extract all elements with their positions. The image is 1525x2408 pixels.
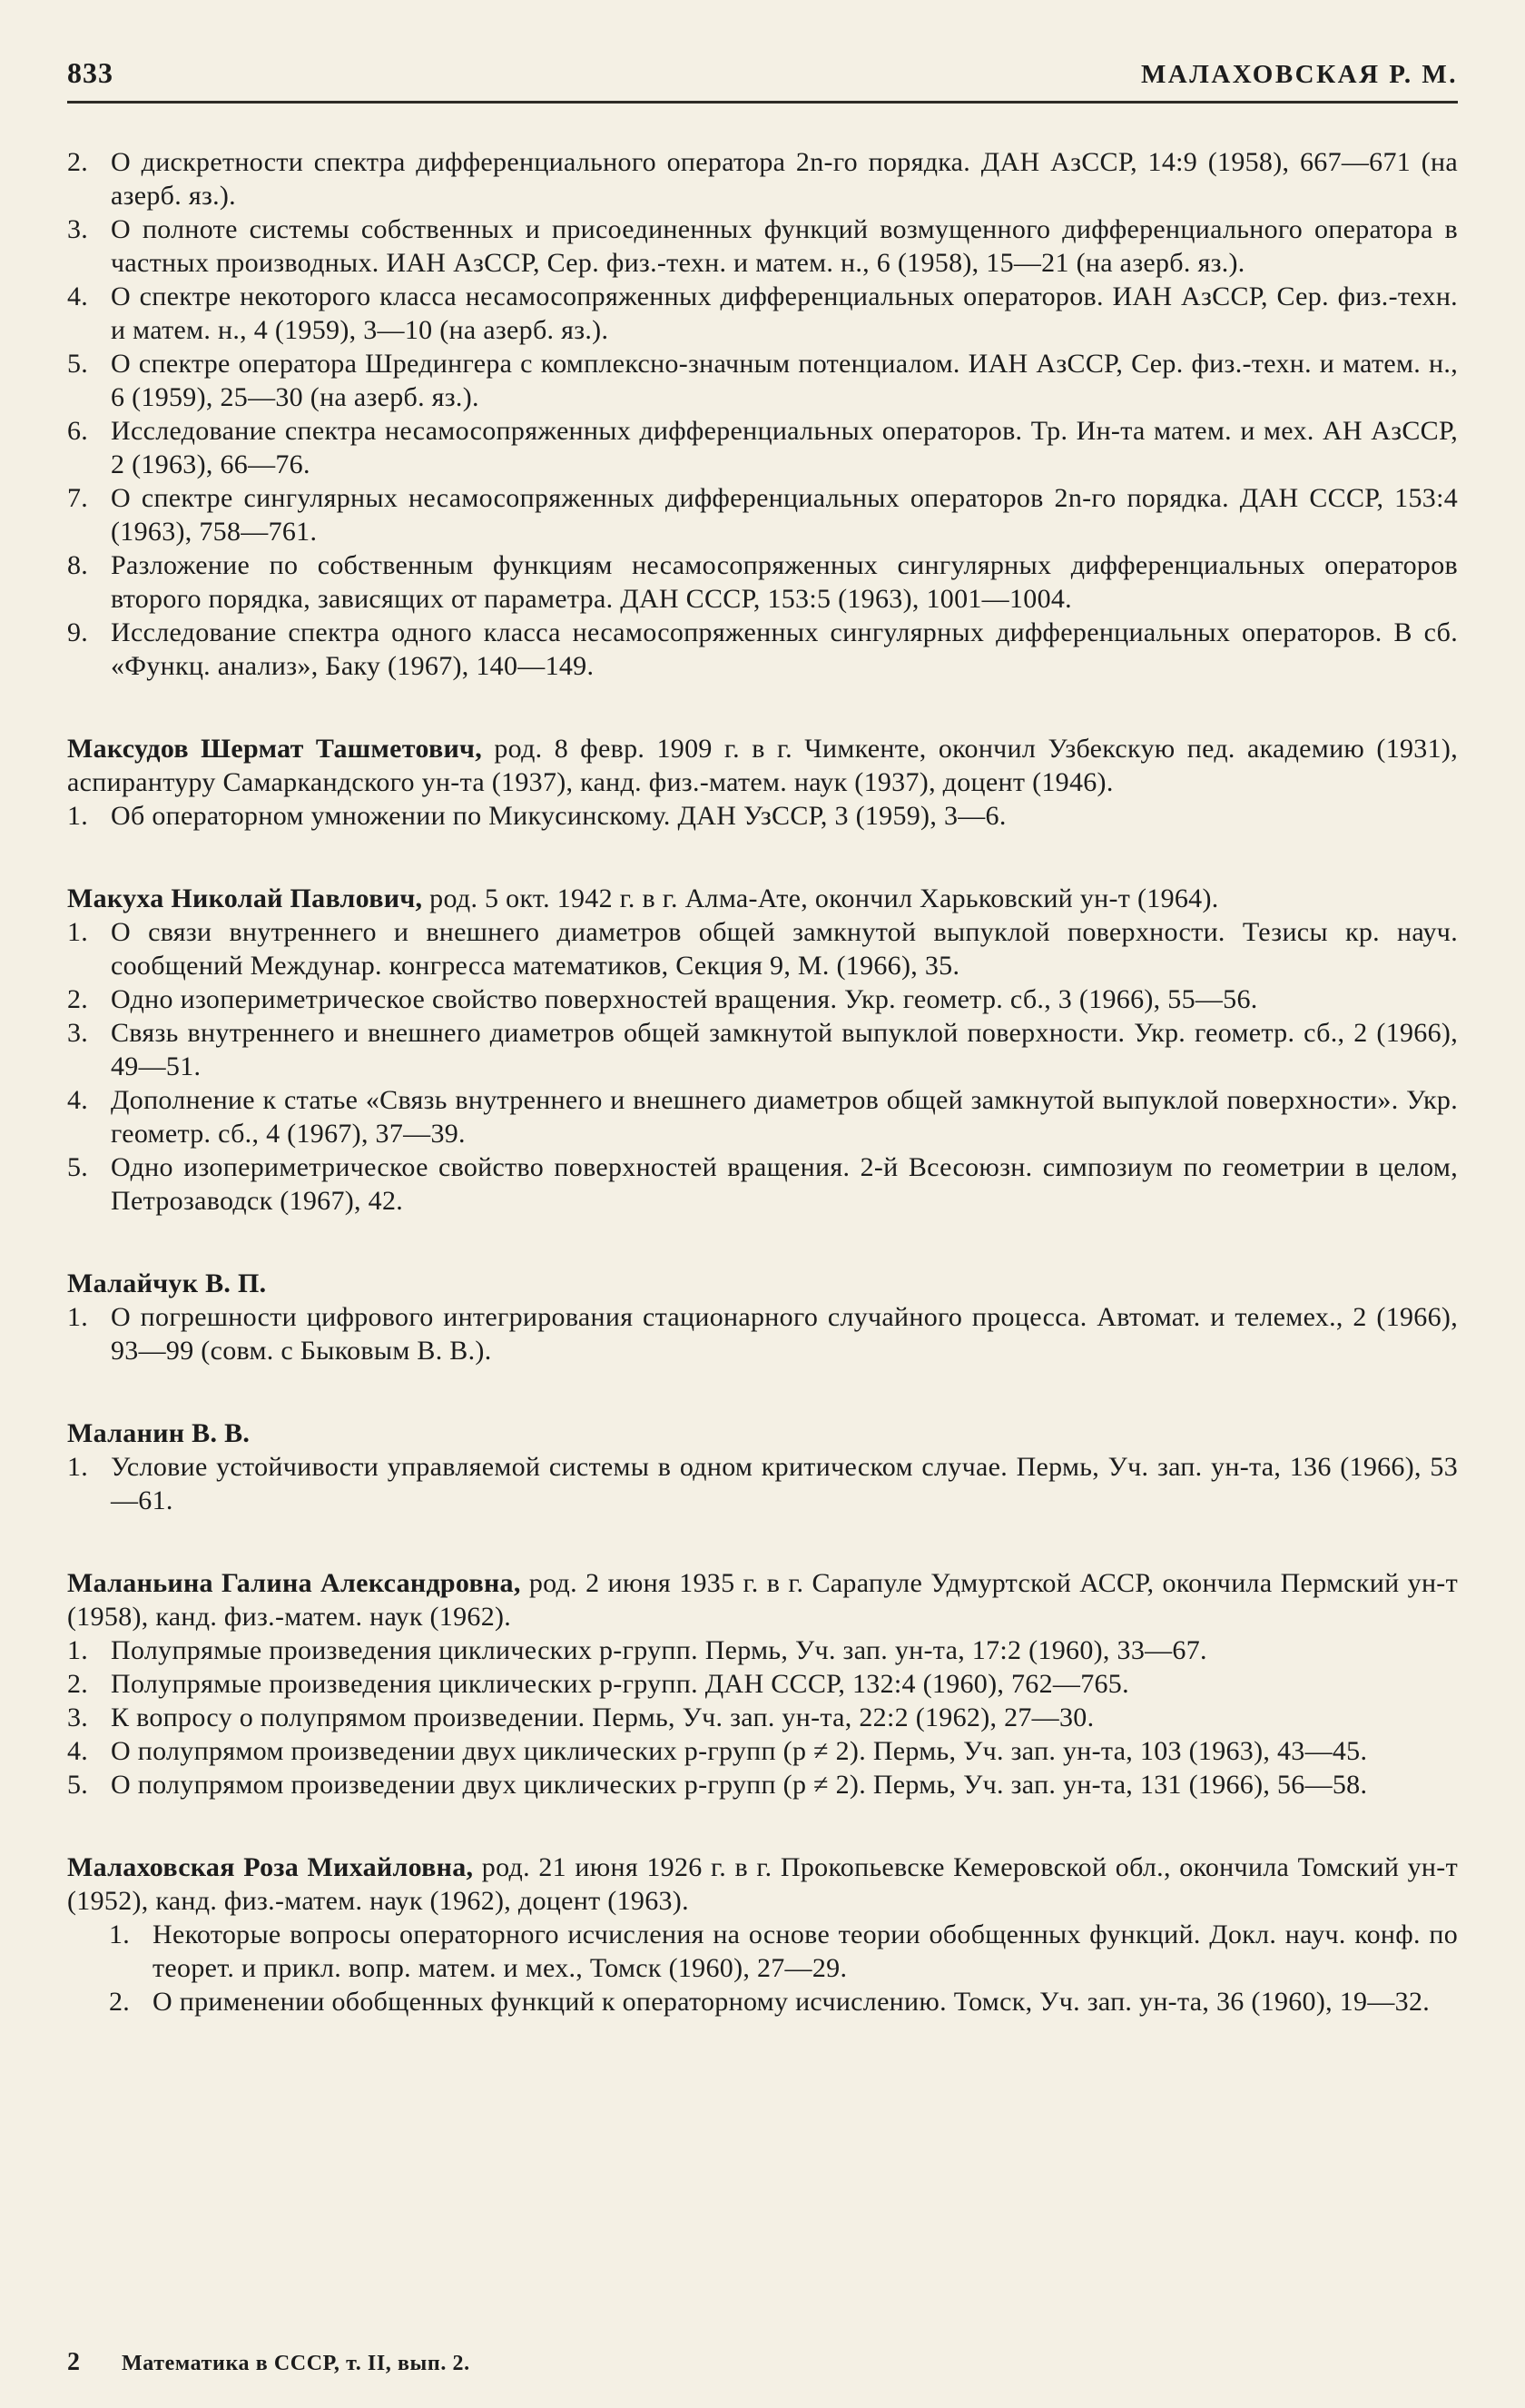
item-text: Одно изопериметрическое свойство поверхностей вращения. Укр. геометр. сб., 3 (1966), 55—56. — [111, 984, 1258, 1014]
bibliography-item — [67, 1701, 1458, 1734]
biography-paragraph — [67, 882, 1458, 915]
biography-text: род. 8 февр. 1909 г. в г. Чимкенте, окончил Узбекскую пед. академию (1931), аспирантуру Самаркандского ун-та (1937), канд. физ.-матем. наук (1937), доцент (1946). — [67, 734, 1458, 797]
item-number: 3. — [67, 214, 89, 244]
item-number: 5. — [67, 1770, 89, 1800]
biography-paragraph — [67, 732, 1458, 799]
item-number: 8. — [67, 550, 89, 580]
bibliography-item — [67, 1633, 1458, 1667]
item-text: Полупрямые произведения циклических p-групп. ДАН СССР, 132:4 (1960), 762—765. — [111, 1669, 1129, 1699]
bibliography-item — [67, 1734, 1458, 1768]
item-number: 1. — [67, 1635, 89, 1665]
item-text: К вопросу о полупрямом произведении. Пермь, Уч. зап. ун-та, 22:2 (1962), 27—30. — [111, 1702, 1095, 1732]
item-number: 1. — [67, 1302, 89, 1332]
bibliography-item — [67, 982, 1458, 1016]
item-number: 4. — [67, 281, 89, 311]
bibliography-item — [67, 548, 1458, 616]
item-number: 6. — [67, 416, 89, 446]
bibliography-item — [67, 915, 1458, 982]
biography-paragraph — [67, 1416, 1458, 1450]
item-text: Об операторном умножении по Микусинскому. ДАН УзССР, 3 (1959), 3—6. — [111, 801, 1007, 831]
biography-text: род. 2 июня 1935 г. в г. Сарапуле Удмуртской АССР, окончила Пермский ун-т (1958), канд. физ.-матем. наук (1962). — [67, 1568, 1459, 1632]
item-text: О связи внутреннего и внешнего диаметров общей замкнутой выпуклой поверхности. Тезисы кр. науч. сообщений Междунар. конгресса математиков, Секция 9, М. (1966), 35. — [111, 917, 1458, 981]
person-name: Максудов Шермат Ташметович, — [67, 734, 483, 764]
person-name: Маланьина Галина Александровна, — [67, 1568, 521, 1598]
item-number: 4. — [67, 1085, 89, 1115]
bibliography-item — [67, 1768, 1458, 1801]
page-header — [67, 56, 1458, 90]
person-name: Малайчук В. П. — [67, 1268, 267, 1298]
page-footer — [67, 2348, 1458, 2377]
biography-text: род. 21 июня 1926 г. в г. Прокопьевске Кемеровской обл., окончила Томский ун-т (1952), канд. физ.-матем. наук (1962), доцент (1963). — [67, 1852, 1458, 1916]
entry-malaychuk — [67, 1267, 1458, 1367]
item-number: 5. — [67, 1152, 89, 1182]
item-text: Одно изопериметрическое свойство поверхностей вращения. 2-й Всесоюзн. симпозиум по геометрии в целом, Петрозаводск (1967), 42. — [111, 1152, 1458, 1216]
item-text: Разложение по собственным функциям несамосопряженных сингулярных дифференциальных операторов второго порядка, зависящих от параметра. ДАН СССР, 153:5 (1963), 1001—1004. — [111, 550, 1458, 614]
item-text: Некоторые вопросы операторного исчисления на основе теории обобщенных функций. Докл. науч. конф. по теорет. и прикл. вопр. матем. и мех., Томск (1960), 27—29. — [152, 1919, 1458, 1983]
item-text: О полноте системы собственных и присоединенных функций возмущенного дифференциального оператора в частных производных. ИАН АзССР, Сер. физ.-техн. и матем. н., 6 (1958), 15—21 (на азерб. яз.). — [111, 214, 1458, 278]
item-number: 1. — [67, 801, 89, 831]
entry-maksudov — [67, 732, 1458, 833]
item-text: Исследование спектра одного класса несамосопряженных сингулярных дифференциальных операторов. В сб. «Функц. анализ», Баку (1967), 140—149. — [111, 617, 1458, 681]
item-number: 1. — [67, 1452, 89, 1482]
bibliography-item — [67, 280, 1458, 347]
item-number: 9. — [67, 617, 89, 647]
bibliography-item — [67, 799, 1458, 833]
bibliography-item — [67, 616, 1458, 683]
item-number: 7. — [67, 483, 89, 513]
item-number: 2. — [67, 984, 89, 1014]
item-number: 3. — [67, 1702, 89, 1732]
header-rule — [67, 101, 1458, 104]
item-text: О применении обобщенных функций к операторному исчислению. Томск, Уч. зап. ун-та, 36 (1960), 19—32. — [152, 1987, 1431, 2017]
item-text: О погрешности цифрового интегрирования стационарного случайного процесса. Автомат. и телемех., 2 (1966), 93—99 (совм. с Быковым В. В.). — [111, 1302, 1458, 1366]
item-text: О спектре некоторого класса несамосопряженных дифференциальных операторов. ИАН АзССР, Сер. физ.-техн. и матем. н., 4 (1959), 3—10 (на азерб. яз.). — [111, 281, 1458, 345]
biography-paragraph — [67, 1566, 1458, 1633]
bibliography-item — [109, 1918, 1458, 1985]
item-text: Исследование спектра несамосопряженных дифференциальных операторов. Тр. Ин-та матем. и мех. АН АзССР, 2 (1963), 66—76. — [111, 416, 1458, 479]
item-number: 1. — [109, 1919, 131, 1949]
bibliography-item — [67, 1667, 1458, 1701]
bibliography-item — [67, 1450, 1458, 1517]
item-number: 2. — [109, 1987, 131, 2017]
item-number: 2. — [67, 1669, 89, 1699]
item-text: О спектре сингулярных несамосопряженных дифференциальных операторов 2n-го порядка. ДАН СССР, 153:4 (1963), 758—761. — [111, 483, 1458, 547]
item-text: О дискретности спектра дифференциального оператора 2n-го порядка. ДАН АзССР, 14:9 (1958), 667—671 (на азерб. яз.). — [111, 147, 1458, 211]
bibliography-item — [67, 414, 1458, 481]
biography-paragraph — [67, 1850, 1458, 1918]
item-number: 4. — [67, 1736, 89, 1766]
biography-paragraph — [67, 1267, 1458, 1300]
bibliography-item — [67, 347, 1458, 414]
item-text: О спектре оператора Шредингера с комплексно-значным потенциалом. ИАН АзССР, Сер. физ.-техн. и матем. н., 6 (1959), 25—30 (на азерб. яз.). — [111, 349, 1458, 412]
person-name: Макуха Николай Павлович, — [67, 883, 423, 913]
entry-continuation — [67, 145, 1458, 683]
bibliography-item — [67, 1083, 1458, 1150]
item-text: О полупрямом произведении двух циклических p-групп (p ≠ 2). Пермь, Уч. зап. ун-та, 131 (1966), 56—58. — [111, 1770, 1368, 1800]
footer-text: Математика в СССР, т. II, вып. 2. — [122, 2352, 470, 2375]
bibliography-item — [67, 1300, 1458, 1367]
entry-malakhovskaya — [67, 1850, 1458, 2018]
bibliography-content — [67, 145, 1458, 2018]
item-number: 3. — [67, 1018, 89, 1048]
person-name: Малаховская Роза Михайловна, — [67, 1852, 474, 1882]
bibliography-item — [67, 1150, 1458, 1218]
bibliography-item — [109, 1985, 1458, 2018]
item-number: 1. — [67, 917, 89, 947]
running-title: МАЛАХОВСКАЯ Р. М. — [1140, 60, 1458, 89]
item-text: О полупрямом произведении двух циклических p-групп (p ≠ 2). Пермь, Уч. зап. ун-та, 103 (1963), 43—45. — [111, 1736, 1368, 1766]
bibliography-item — [67, 145, 1458, 212]
entry-malanina — [67, 1566, 1458, 1801]
item-text: Связь внутреннего и внешнего диаметров общей замкнутой выпуклой поверхности. Укр. геометр. сб., 2 (1966), 49—51. — [111, 1018, 1458, 1081]
item-text: Полупрямые произведения циклических p-групп. Пермь, Уч. зап. ун-та, 17:2 (1960), 33—67. — [111, 1635, 1207, 1665]
entry-makukha — [67, 882, 1458, 1218]
bibliography-item — [67, 481, 1458, 548]
signature-number: 2 — [67, 2348, 80, 2376]
page-number: 833 — [67, 56, 113, 89]
item-text: Условие устойчивости управляемой системы в одном критическом случае. Пермь, Уч. зап. ун-та, 136 (1966), 53—61. — [111, 1452, 1458, 1515]
biography-text: род. 5 окт. 1942 г. в г. Алма-Ате, окончил Харьковский ун-т (1964). — [422, 883, 1219, 913]
bibliography-item — [67, 212, 1458, 280]
entry-malanin — [67, 1416, 1458, 1517]
item-number: 2. — [67, 147, 89, 177]
item-number: 5. — [67, 349, 89, 379]
item-text: Дополнение к статье «Связь внутреннего и внешнего диаметров общей замкнутой выпуклой поверхности». Укр. геометр. сб., 4 (1967), 37—39. — [111, 1085, 1458, 1149]
person-name: Маланин В. В. — [67, 1418, 251, 1448]
bibliography-item — [67, 1016, 1458, 1083]
